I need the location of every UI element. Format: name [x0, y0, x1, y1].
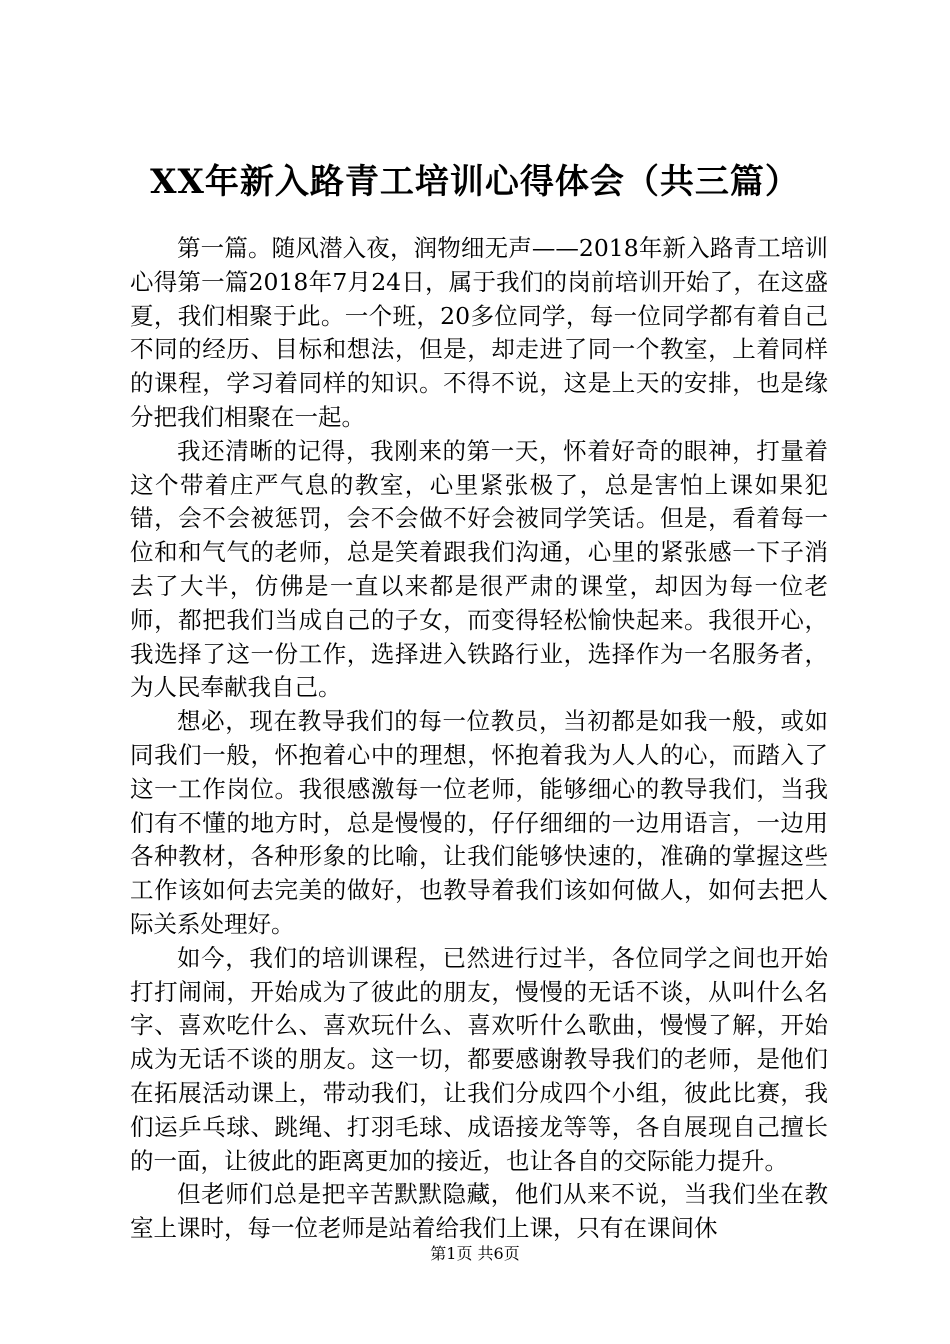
paragraph: 想必，现在教导我们的每一位教员，当初都是如我一般，或如同我们一般，怀抱着心中的理想，怀抱着我为人人的心，而踏入了这一工作岗位。我很感激每一位老师，能够细心的教导我们，当我们有不懂的地方时，总是慢慢的，仔仔细细的一边用语言，一边用各种教材，各种形象的比喻，让我们能够快速的，准确的掌握这些工作该如何去完美的做好，也教导着我们该如何做人，如何去把人际关系处理好。 — [130, 707, 828, 938]
document-title: XX年新入路青工培训心得体会（共三篇） — [150, 162, 800, 202]
paragraph: 我还清晰的记得，我刚来的第一天，怀着好奇的眼神，打量着这个带着庄严气息的教室，心里紧张极了，总是害怕上课如果犯错，会不会被惩罚，会不会做不好会被同学笑话。但是，看着每一位和和气气的老师，总是笑着跟我们沟通，心里的紧张感一下子消去了大半，仿佛是一直以来都是很严肃的课堂，却因为每一位老师，都把我们当成自己的子女，而变得轻松愉快起来。我很开心，我选择了这一份工作，选择进入铁路行业，选择作为一名服务者，为人民奉献我自己。 — [130, 436, 828, 702]
paragraph: 第一篇。随风潜入夜，润物细无声——2018年新入路青工培训心得第一篇2018年7月24日，属于我们的岗前培训开始了，在这盛夏，我们相聚于此。一个班，20多位同学，每一位同学都有着自己不同的经历、目标和想法，但是，却走进了同一个教室，上着同样的课程，学习着同样的知识。不得不说，这是上天的安排，也是缘分把我们相聚在一起。 — [130, 234, 828, 431]
page-footer: 第1页 共6页 — [430, 1244, 520, 1263]
paragraph: 但老师们总是把辛苦默默隐藏，他们从来不说，当我们坐在教室上课时，每一位老师是站着给我们上课，只有在课间休 — [130, 1180, 828, 1243]
paragraph: 如今，我们的培训课程，已然进行过半，各位同学之间也开始打打闹闹，开始成为了彼此的朋友，慢慢的无话不谈，从叫什么名字、喜欢吃什么、喜欢玩什么、喜欢听什么歌曲，慢慢了解，开始成为无话不谈的朋友。这一切，都要感谢教导我们的老师，是他们在拓展活动课上，带动我们，让我们分成四个小组，彼此比赛，我们运乒乓球、跳绳、打羽毛球、成语接龙等等，各自展现自己擅长的一面，让彼此的距离更加的接近，也让各自的交际能力提升。 — [130, 943, 828, 1175]
document-body — [130, 232, 828, 1246]
